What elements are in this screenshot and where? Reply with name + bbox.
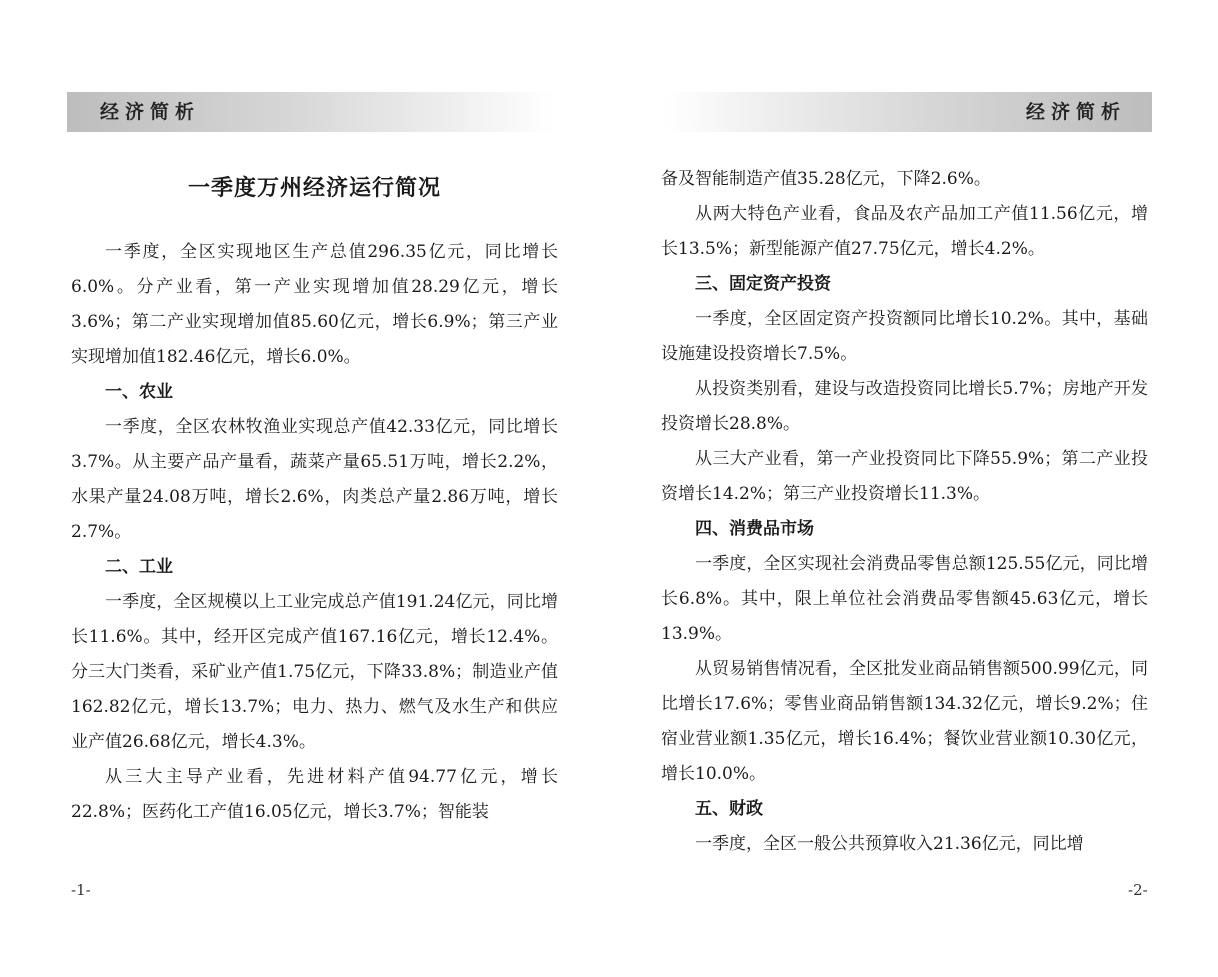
trade-sales-paragraph: 从贸易销售情况看，全区批发业商品销售额500.99亿元，同比增长17.6%；零售业商品销售额134.32亿元，增长9.2%；住宿业营业额1.35亿元，增长16.4%；餐饮业营业额10.30亿元，增长10.0%。 [661, 659, 1148, 784]
agriculture-paragraph: 一季度，全区农林牧渔业实现总产值42.33亿元，同比增长3.7%。从主要产品产量看，蔬菜产量65.51万吨，增长2.2%，水果产量24.08万吨，增长2.6%，肉类总产量2.86万吨，增长2.7%。 [71, 417, 558, 542]
page-header-title: 经济简析 [100, 101, 201, 123]
page-header-band [664, 92, 1152, 132]
section-heading-fixed-asset-investment: 三、固定资产投资 [695, 274, 831, 294]
page-number: -2- [1128, 881, 1148, 899]
page-header-title: 经济简析 [1025, 101, 1126, 123]
left-page-body [71, 235, 558, 830]
article-title: 一季度万州经济运行简况 [187, 175, 441, 201]
page-header-band [67, 92, 554, 132]
section-heading-agriculture: 一、农业 [105, 382, 173, 402]
section-heading-consumer-market: 四、消费品市场 [695, 519, 814, 539]
investment-paragraph: 一季度，全区固定资产投资额同比增长10.2%。其中，基础设施建设投资增长7.5%。 [661, 309, 1148, 364]
section-heading-industry: 二、工业 [105, 557, 173, 577]
featured-industries-paragraph: 从两大特色产业看，食品及农产品加工产值11.56亿元，增长13.5%；新型能源产值27.75亿元，增长4.2%。 [661, 204, 1148, 259]
industry-leading-sectors-paragraph: 从三大主导产业看，先进材料产值94.77亿元，增长22.8%；医药化工产值16.05亿元，增长3.7%；智能装 [71, 767, 558, 822]
continuation-paragraph: 备及智能制造产值35.28亿元，下降2.6%。 [661, 169, 991, 189]
section-heading-finance: 五、财政 [695, 799, 763, 819]
intro-paragraph: 一季度，全区实现地区生产总值296.35亿元，同比增长6.0%。分产业看，第一产业实现增加值28.29亿元，增长3.6%；第二产业实现增加值85.60亿元，增长6.9%；第三产业实现增加值182.46亿元，增长6.0%。 [71, 242, 558, 367]
investment-category-paragraph: 从投资类别看，建设与改造投资同比增长5.7%；房地产开发投资增长28.8%。 [661, 379, 1148, 434]
right-page-body [661, 162, 1148, 862]
finance-paragraph: 一季度，全区一般公共预算收入21.36亿元，同比增 [695, 834, 1084, 854]
consumer-retail-paragraph: 一季度，全区实现社会消费品零售总额125.55亿元，同比增长6.8%。其中，限上单位社会消费品零售额45.63亿元，增长13.9%。 [661, 554, 1148, 644]
investment-industry-paragraph: 从三大产业看，第一产业投资同比下降55.9%；第二产业投资增长14.2%；第三产业投资增长11.3%。 [661, 449, 1148, 504]
industry-paragraph: 一季度，全区规模以上工业完成总产值191.24亿元，同比增长11.6%。其中，经开区完成产值167.16亿元，增长12.4%。分三大门类看，采矿业产值1.75亿元，下降33.8%；制造业产值162.82亿元，增长13.7%；电力、热力、燃气及水生产和供应业产值26.68亿元，增长4.3%。 [71, 592, 558, 752]
page-number: -1- [71, 881, 91, 899]
